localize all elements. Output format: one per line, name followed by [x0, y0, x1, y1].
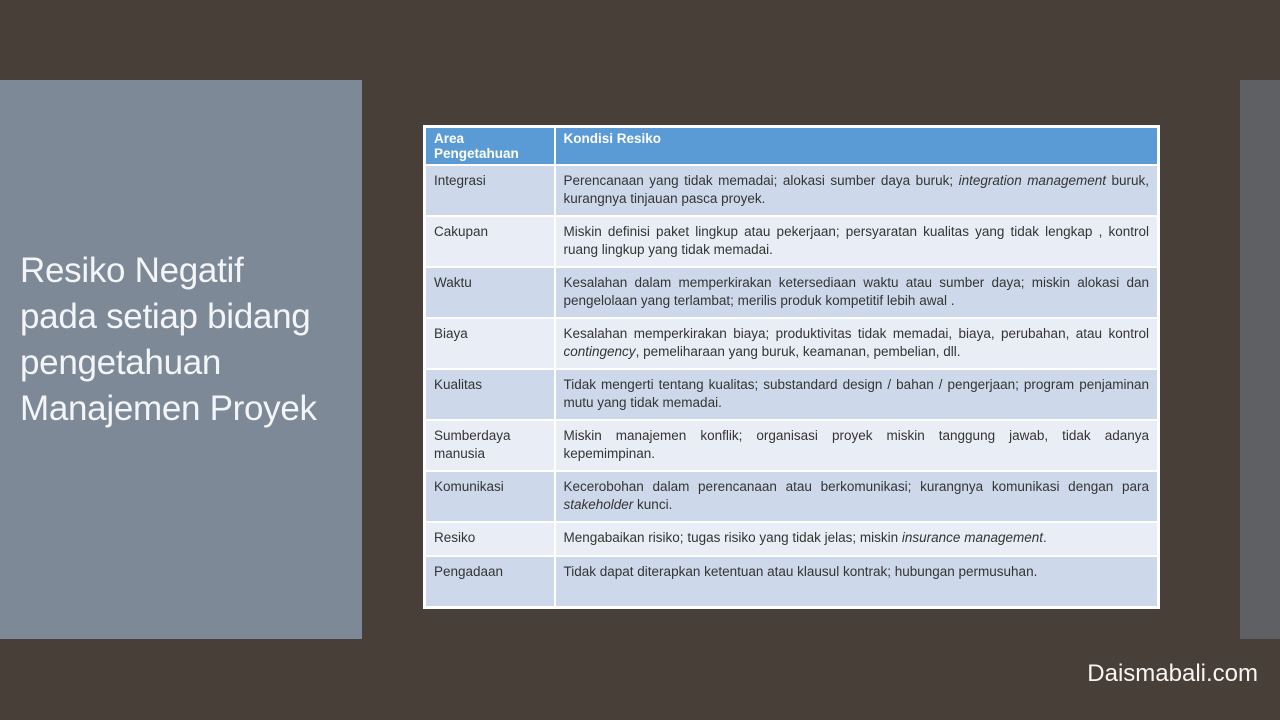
- title-panel: [0, 80, 362, 639]
- table-cell-area: Pengadaan: [425, 556, 555, 608]
- table-cell-area: Komunikasi: [425, 471, 555, 522]
- kondisi-text-italic: stakeholder: [563, 496, 634, 512]
- column-header-area: Area Pengetahuan: [425, 127, 555, 166]
- slide-title: [20, 248, 360, 432]
- risk-table-body: [425, 165, 1159, 608]
- kondisi-text: Mengabaikan risiko; tugas risiko yang tidak jelas; miskin: [563, 530, 902, 545]
- kondisi-text: buruk, kurangnya tinjauan pasca proyek.: [563, 173, 1150, 206]
- kondisi-text-italic: contingency: [563, 343, 636, 359]
- table-cell-kondisi: [555, 556, 1159, 608]
- table-cell-kondisi: [555, 216, 1159, 267]
- table-cell-area: Kualitas: [425, 369, 555, 420]
- table-cell-area: Cakupan: [425, 216, 555, 267]
- table-cell-area: Sumberdaya manusia: [425, 420, 555, 471]
- right-accent-strip: [1240, 80, 1280, 639]
- title-line: pengetahuan: [20, 343, 222, 382]
- table-cell-area: Biaya: [425, 318, 555, 369]
- table-row: [425, 556, 1159, 608]
- table-cell-kondisi: [555, 420, 1159, 471]
- kondisi-text-italic: insurance management: [901, 530, 1043, 545]
- table-row: [425, 318, 1159, 369]
- table-row: [425, 420, 1159, 471]
- risk-table: [423, 125, 1160, 609]
- table-row: [425, 165, 1159, 216]
- kondisi-text: Kesalahan memperkirakan biaya; produktivitas tidak memadai, biaya, perubahan, atau kontrol: [563, 326, 1149, 341]
- kondisi-text: , pemeliharaan yang buruk, keamanan, pembelian, dll.: [635, 343, 961, 359]
- table-cell-kondisi: [555, 267, 1159, 318]
- table-cell-area: Resiko: [425, 522, 555, 556]
- title-line: Manajemen Proyek: [20, 389, 317, 428]
- kondisi-text: Kecerobohan dalam perencanaan atau berkomunikasi; kurangnya komunikasi dengan para: [563, 479, 1149, 494]
- table-cell-area: Waktu: [425, 267, 555, 318]
- table-cell-kondisi: [555, 369, 1159, 420]
- table-cell-area: Integrasi: [425, 165, 555, 216]
- kondisi-text: Miskin definisi paket lingkup atau pekerjaan; persyaratan kualitas yang tidak lengkap , kontrol ruang lingkup yang tidak memadai.: [563, 224, 1149, 257]
- table-cell-kondisi: [555, 522, 1159, 556]
- kondisi-text: Perencanaan yang tidak memadai; alokasi sumber daya buruk;: [563, 173, 959, 188]
- column-header-kondisi: Kondisi Resiko: [555, 127, 1159, 166]
- table-row: [425, 216, 1159, 267]
- kondisi-text: Tidak dapat diterapkan ketentuan atau klausul kontrak; hubungan permusuhan.: [563, 563, 1038, 579]
- kondisi-text: Kesalahan dalam memperkirakan ketersediaan waktu atau sumber daya; miskin alokasi dan pengelolaan yang terlambat; merilis produk kompetitif lebih awal .: [563, 275, 1149, 308]
- kondisi-text: Tidak mengerti tentang kualitas; substandard design / bahan / pengerjaan; program penjaminan mutu yang tidak memadai.: [563, 377, 1149, 410]
- table-cell-kondisi: [555, 165, 1159, 216]
- title-line: pada setiap bidang: [20, 297, 311, 336]
- table-header-row: [425, 127, 1159, 166]
- title-line: Resiko Negatif: [20, 251, 244, 290]
- table-row: [425, 471, 1159, 522]
- watermark-text: Daismabali.com: [1087, 660, 1258, 687]
- table-row: [425, 369, 1159, 420]
- kondisi-text: kunci.: [633, 496, 673, 512]
- table-row: [425, 267, 1159, 318]
- kondisi-text: .: [1043, 530, 1047, 545]
- table-row: [425, 522, 1159, 556]
- kondisi-text: Miskin manajemen konflik; organisasi proyek miskin tanggung jawab, tidak adanya kepemimpinan.: [563, 428, 1149, 461]
- table-cell-kondisi: [555, 318, 1159, 369]
- table-cell-kondisi: [555, 471, 1159, 522]
- kondisi-text-italic: integration management: [958, 173, 1106, 188]
